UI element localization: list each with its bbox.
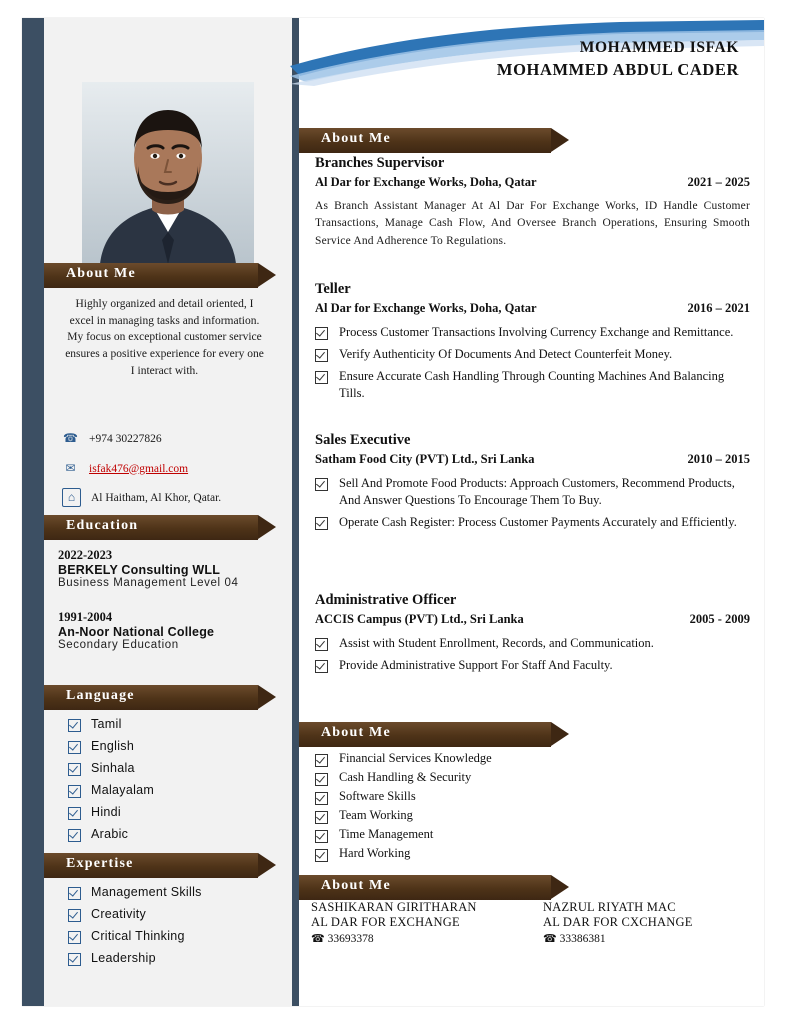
list-item	[315, 846, 750, 862]
job-company: Satham Food City (PVT) Ltd., Sri Lanka	[315, 452, 535, 466]
contact-phone-value: +974 30227826	[89, 432, 162, 445]
expertise-label: Management Skills	[91, 885, 202, 899]
skill-label: Hard Working	[339, 846, 411, 860]
education-institution: BERKELY Consulting WLL	[58, 563, 221, 577]
list-item	[68, 885, 278, 900]
job-title: Branches Supervisor	[315, 155, 445, 171]
banner-arrow-tip	[258, 263, 276, 287]
language-label: Arabic	[91, 827, 129, 841]
job-company: ACCIS Campus (PVT) Ltd., Sri Lanka	[315, 612, 524, 626]
list-item	[68, 805, 278, 820]
banner-education	[44, 515, 276, 540]
checkbox-icon	[68, 953, 81, 966]
list-item	[68, 739, 278, 754]
about-me-text: Highly organized and detail oriented, I excel in managing tasks and information. My focus on exceptional customer service ensures a positive experience for every one I interact with.	[65, 298, 264, 377]
checkbox-icon	[315, 371, 328, 384]
list-item	[315, 770, 750, 786]
banner-label: About Me	[321, 878, 391, 893]
education-detail: Secondary Education	[58, 639, 179, 651]
reference-organization: AL DAR FOR CXCHANGE	[543, 915, 693, 929]
contact-email-link[interactable]: isfak476@gmail.com	[89, 462, 189, 475]
profile-photo	[82, 82, 254, 264]
checkbox-icon	[68, 829, 81, 842]
job-meta	[315, 301, 750, 316]
banner-experience	[299, 128, 569, 153]
job-bullets	[315, 475, 750, 531]
language-label: Sinhala	[91, 761, 135, 775]
skill-label: Team Working	[339, 808, 413, 822]
list-item	[68, 907, 278, 922]
education-institution: An-Noor National College	[58, 625, 215, 639]
checkbox-icon	[315, 349, 328, 362]
reference-phone-value: 33386381	[559, 933, 606, 945]
phone-icon: ☎	[543, 933, 557, 945]
contact-address-value: Al Haitham, Al Khor, Qatar.	[91, 491, 222, 504]
checkbox-icon	[68, 719, 81, 732]
language-label: Hindi	[91, 805, 121, 819]
banner-expertise	[44, 853, 276, 878]
banner-label: About Me	[321, 131, 391, 146]
language-list	[68, 717, 278, 849]
reference-item	[311, 900, 519, 945]
list-item	[315, 827, 750, 843]
education-years: 1991-2004	[58, 610, 113, 624]
list-item	[68, 761, 278, 776]
skills-list	[315, 748, 750, 862]
experience-item	[315, 592, 750, 674]
checkbox-icon	[315, 792, 328, 805]
job-description: As Branch Assistant Manager At Al Dar For Exchange Works, ID Handle Customer Transactions, Manage Cash Flow, And Oversee Branch Operations, Ensuring Smooth Service And Adherence To Regulations.	[315, 200, 750, 247]
list-item	[315, 475, 750, 509]
candidate-name	[497, 38, 739, 81]
job-date: 2016 – 2021	[687, 301, 750, 315]
checkbox-icon	[68, 807, 81, 820]
language-label: Malayalam	[91, 783, 155, 797]
expertise-label: Leadership	[91, 951, 156, 965]
job-date: 2005 - 2009	[689, 612, 750, 626]
expertise-label: Critical Thinking	[91, 929, 185, 943]
job-title: Sales Executive	[315, 432, 411, 448]
expertise-label: Creativity	[91, 907, 147, 921]
bullet-text: Process Customer Transactions Involving Currency Exchange and Remittance.	[339, 325, 734, 339]
job-meta	[315, 612, 750, 627]
checkbox-icon	[315, 811, 328, 824]
checkbox-icon	[315, 773, 328, 786]
checkbox-icon	[315, 830, 328, 843]
job-meta	[315, 175, 750, 190]
skill-label: Software Skills	[339, 789, 416, 803]
home-icon: ⌂	[62, 488, 81, 507]
list-item	[68, 951, 278, 966]
checkbox-icon	[315, 327, 328, 340]
checkbox-icon	[315, 478, 328, 491]
contact-phone	[62, 430, 277, 447]
left-accent-rail	[22, 18, 44, 1006]
list-item	[315, 657, 750, 674]
banner-arrow-tip	[258, 685, 276, 709]
column-divider	[292, 18, 299, 1006]
checkbox-icon	[68, 887, 81, 900]
banner-label: Education	[66, 518, 139, 533]
skill-label: Time Management	[339, 827, 434, 841]
list-item	[68, 783, 278, 798]
job-company: Al Dar for Exchange Works, Doha, Qatar	[315, 301, 537, 315]
skill-label: Cash Handling & Security	[339, 770, 472, 784]
email-icon: ✉	[65, 461, 76, 475]
job-meta	[315, 452, 750, 467]
list-item	[315, 789, 750, 805]
name-second-line: MOHAMMED ABDUL CADER	[496, 59, 739, 79]
list-item	[68, 827, 278, 842]
banner-label: About Me	[321, 725, 391, 740]
education-detail: Business Management Level 04	[58, 577, 239, 589]
references-list	[311, 900, 751, 945]
list-item	[68, 717, 278, 732]
list-item	[315, 346, 750, 363]
bullet-text: Assist with Student Enrollment, Records, and Communication.	[339, 636, 654, 650]
banner-label: Language	[66, 688, 135, 703]
job-title: Teller	[315, 281, 351, 297]
experience-item	[315, 281, 750, 402]
job-date: 2021 – 2025	[687, 175, 750, 189]
job-title: Administrative Officer	[315, 592, 457, 608]
checkbox-icon	[68, 785, 81, 798]
banner-arrow-tip	[551, 128, 569, 152]
contact-address	[62, 488, 277, 507]
list-item	[315, 324, 750, 341]
banner-arrow-tip	[551, 722, 569, 746]
expertise-list	[68, 885, 278, 973]
reference-item	[543, 900, 751, 945]
list-item	[315, 514, 750, 531]
banner-arrow-tip	[258, 853, 276, 877]
bullet-text: Ensure Accurate Cash Handling Through Counting Machines And Balancing Tills.	[339, 368, 725, 400]
job-company: Al Dar for Exchange Works, Doha, Qatar	[315, 175, 537, 189]
banner-references	[299, 875, 569, 900]
education-item	[58, 610, 278, 651]
checkbox-icon	[315, 660, 328, 673]
checkbox-icon	[68, 909, 81, 922]
list-item	[315, 808, 750, 824]
banner-left-about	[44, 263, 276, 288]
experience-item	[315, 432, 750, 531]
list-item	[315, 751, 750, 767]
bullet-text: Provide Administrative Support For Staff And Faculty.	[339, 657, 613, 672]
checkbox-icon	[315, 849, 328, 862]
banner-language	[44, 685, 276, 710]
checkbox-icon	[68, 931, 81, 944]
reference-phone-value: 33693378	[327, 933, 374, 945]
phone-icon: ☎	[311, 933, 325, 945]
checkbox-icon	[315, 517, 328, 530]
checkbox-icon	[68, 741, 81, 754]
job-bullets	[315, 324, 750, 402]
contact-email[interactable]	[62, 460, 277, 477]
education-item	[58, 548, 278, 589]
bullet-text: Sell And Promote Food Products: Approach Customers, Recommend Products, And Answer Questions To Encourage Them To Buy.	[339, 476, 735, 507]
list-item	[68, 929, 278, 944]
job-bullets	[315, 635, 750, 674]
reference-phone	[543, 932, 751, 945]
list-item	[315, 635, 750, 652]
name-first-line: MOHAMMED ISFAK	[579, 39, 739, 56]
banner-label: About Me	[66, 266, 136, 281]
bullet-text: Verify Authenticity Of Documents And Detect Counterfeit Money.	[339, 346, 673, 361]
banner-arrow-tip	[258, 515, 276, 539]
skill-label: Financial Services Knowledge	[339, 751, 492, 765]
banner-skills	[299, 722, 569, 747]
checkbox-icon	[315, 754, 328, 767]
reference-name: NAZRUL RIYATH MAC	[543, 900, 676, 914]
reference-phone	[311, 932, 519, 945]
language-label: Tamil	[91, 717, 122, 731]
reference-name: SASHIKARAN GIRITHARAN	[311, 900, 477, 914]
checkbox-icon	[68, 763, 81, 776]
banner-label: Expertise	[66, 856, 134, 871]
banner-arrow-tip	[551, 875, 569, 899]
job-date: 2010 – 2015	[687, 452, 750, 466]
education-years: 2022-2023	[58, 548, 113, 562]
language-label: English	[91, 739, 135, 753]
checkbox-icon	[315, 638, 328, 651]
phone-icon: ☎	[63, 431, 78, 445]
reference-organization: AL DAR FOR EXCHANGE	[311, 915, 460, 929]
bullet-text: Operate Cash Register: Process Customer Payments Accurately and Efficiently.	[339, 514, 737, 529]
list-item	[315, 368, 750, 402]
experience-item	[315, 155, 750, 250]
